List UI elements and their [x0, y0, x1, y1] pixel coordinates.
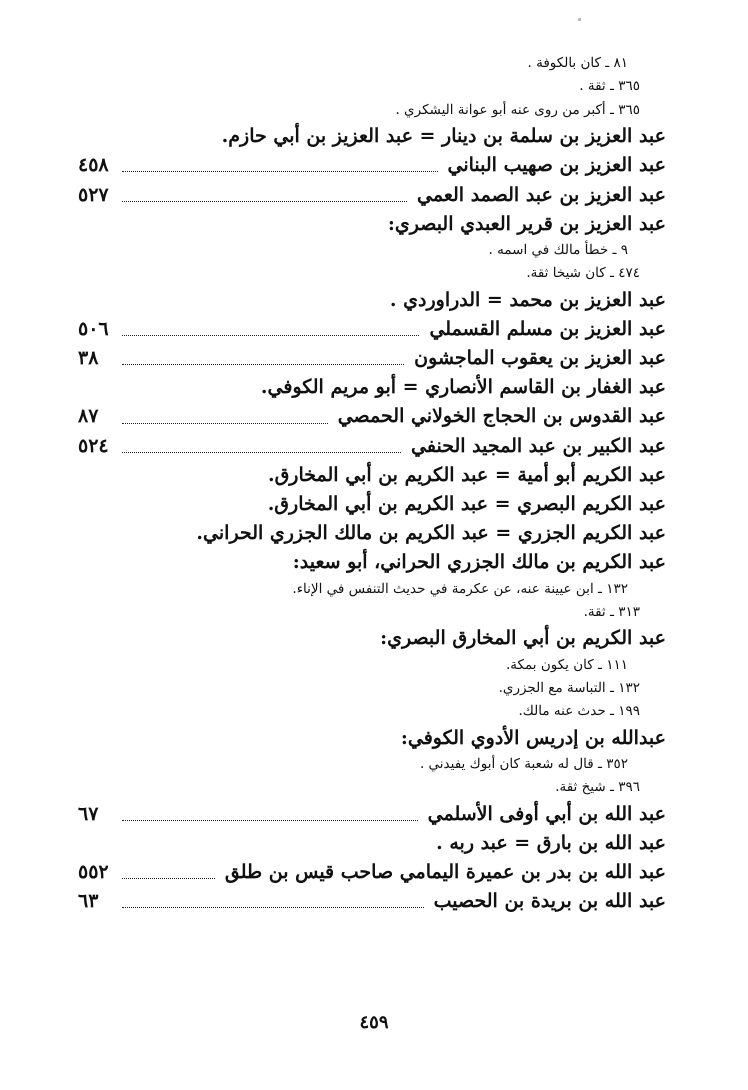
index-entry [78, 402, 666, 431]
subentry-text: ١١١ ـ كان يكون بمكة. [506, 656, 628, 673]
entry-page-ref: ٥٢٤ [78, 434, 109, 457]
entry-page-ref: ٨٧ [78, 405, 99, 428]
dot-leader [122, 364, 404, 365]
dot-leader [122, 335, 419, 336]
subentry-text: ٤٧٤ ـ كان شيخا ثقة. [526, 265, 640, 282]
subentry-text: ٣٦٥ ـ ثقة . [579, 78, 640, 95]
index-entry [78, 286, 666, 315]
index-entry [78, 210, 666, 239]
entry-name: عبد العزيز بن يعقوب الماجشون [414, 347, 666, 370]
index-entry [78, 724, 666, 753]
scan-speck [578, 18, 581, 21]
index-subentry [78, 99, 666, 122]
index-subentry [78, 753, 666, 776]
entry-name: عبد العزيز بن صهيب البناني [447, 154, 666, 177]
index-entry [78, 800, 666, 829]
dot-leader [122, 171, 438, 172]
entry-name: عبد العزيز بن محمد = الدراوردي . [389, 288, 666, 311]
index-subentry [78, 239, 666, 262]
entry-page-ref: ٣٨ [78, 347, 99, 370]
dot-leader [122, 423, 328, 424]
subentry-text: ٣٥٢ ـ قال له شعبة كان أبوك يفيدني . [419, 755, 628, 772]
entry-name: عبد العزيز بن قرير العبدي البصري: [387, 212, 666, 235]
entry-name: عبد الله بن بدر بن عميرة اليمامي صاحب قيس بن طلق [224, 861, 666, 884]
index-entry [78, 624, 666, 653]
entry-name: عبد الكريم البصري = عبد الكريم بن أبي المخارق. [267, 493, 666, 516]
index-subentry [78, 654, 666, 677]
index-entry [78, 887, 666, 916]
entry-page-ref: ٦٧ [78, 802, 99, 825]
index-entry [78, 432, 666, 461]
subentry-text: ١٣٢ ـ ابن عيينة عنه، عن عكرمة في حديث التنفس في الإناء. [292, 580, 628, 597]
entry-page-ref: ٥٠٦ [78, 317, 109, 340]
subentry-text: ٣٩٦ ـ شيخ ثقة. [555, 779, 640, 796]
dot-leader [122, 201, 407, 202]
entry-name: عبد العزيز بن سلمة بن دينار = عبد العزيز بن أبي حازم. [221, 125, 666, 148]
index-entry [78, 181, 666, 210]
entry-name: عبد الكريم أبو أمية = عبد الكريم بن أبي المخارق. [267, 463, 666, 486]
index-subentry [78, 52, 666, 75]
index-entry [78, 344, 666, 373]
subentry-text: ٩ ـ خطأ مالك في اسمه . [488, 241, 628, 258]
subentry-text: ٣١٣ ـ ثقة. [583, 603, 640, 620]
entry-name: عبد العزيز بن عبد الصمد العمي [417, 183, 666, 206]
entry-page-ref: ٥٥٢ [78, 861, 109, 884]
entry-name: عبد الكريم بن أبي المخارق البصري: [380, 627, 666, 650]
entry-name: عبد العزيز بن مسلم القسملي [429, 317, 666, 340]
index-entry [78, 490, 666, 519]
entry-name: عبد الله بن بارق = عبد ربه . [436, 831, 666, 854]
entry-name: عبد الكبير بن عبد المجيد الحنفي [411, 434, 666, 457]
dot-leader [122, 820, 418, 821]
subentry-text: ٨١ ـ كان بالكوفة . [527, 55, 628, 71]
dot-leader [122, 878, 215, 879]
index-entry [78, 858, 666, 887]
entry-name: عبد الكريم بن مالك الجزري الحراني، أبو سعيد: [292, 551, 666, 574]
index-entry [78, 829, 666, 858]
index-subentry [78, 677, 666, 700]
entry-name: عبد الغفار بن القاسم الأنصاري = أبو مريم الكوفي. [260, 376, 666, 399]
index-entries [78, 52, 666, 916]
entry-name: عبد الله بن بريدة بن الحصيب [433, 890, 666, 913]
subentry-text: ٣٦٥ ـ أكبر من روى عنه أبو عوانة اليشكري . [395, 101, 640, 118]
entry-name: عبد القدوس بن الحجاج الخولاني الحمصي [337, 405, 666, 428]
index-subentry [78, 700, 666, 723]
index-entry [78, 151, 666, 180]
index-entry [78, 519, 666, 548]
page-number: ٤٥٩ [359, 1012, 389, 1033]
index-entry [78, 548, 666, 577]
entry-name: عبد الكريم الجزري = عبد الكريم بن مالك الجزري الحراني. [196, 522, 666, 545]
index-subentry [78, 262, 666, 285]
entry-page-ref: ٥٢٧ [78, 183, 109, 206]
index-subentry [78, 578, 666, 601]
index-subentry [78, 601, 666, 624]
entry-page-ref: ٦٣ [78, 890, 99, 913]
subentry-text: ١٣٢ ـ التباسة مع الجزري. [498, 679, 640, 696]
dot-leader [122, 907, 424, 908]
index-subentry [78, 776, 666, 799]
subentry-text: ١٩٩ ـ حدث عنه مالك. [518, 703, 640, 720]
index-entry [78, 373, 666, 402]
entry-name: عبد الله بن أبي أوفى الأسلمي [427, 802, 666, 825]
index-entry [78, 122, 666, 151]
index-subentry [78, 75, 666, 98]
index-entry [78, 315, 666, 344]
entry-name: عبدالله بن إدريس الأدوي الكوفي: [400, 726, 666, 749]
entry-page-ref: ٤٥٨ [78, 154, 109, 177]
index-entry [78, 461, 666, 490]
dot-leader [122, 452, 401, 453]
